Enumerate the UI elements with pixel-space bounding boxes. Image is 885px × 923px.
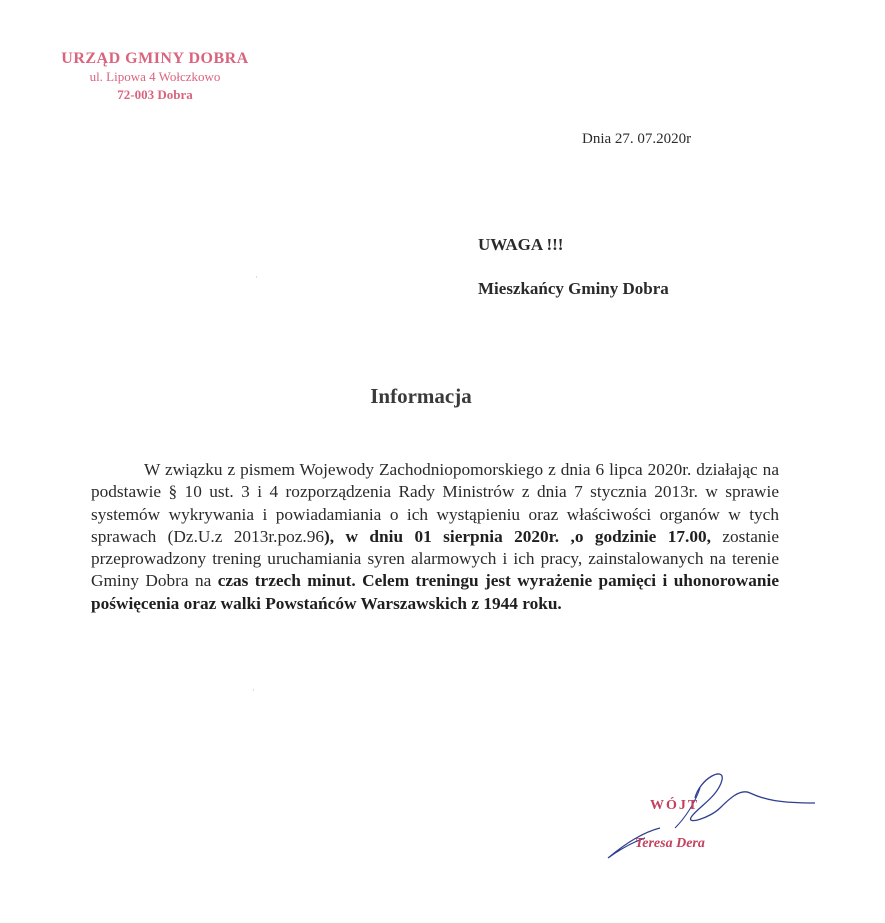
stamp-office-name: URZĄD GMINY DOBRA <box>61 50 249 67</box>
signature-name: Teresa Dera <box>635 836 705 851</box>
stamp-street: ul. Lipowa 4 Wołczkowo <box>89 69 221 84</box>
body-text-part-2: ), <box>324 526 335 546</box>
scan-speck: · <box>252 685 255 695</box>
document-heading: Informacja <box>370 384 472 408</box>
document-date: Dnia 27. 07.2020r <box>582 131 692 147</box>
stamp-postal: 72-003 Dobra <box>117 87 193 102</box>
notice-addressee: Mieszkańcy Gminy Dobra <box>478 279 669 298</box>
body-text-part-1: W związku z pismem Wojewody Zachodniopomorskiego z dnia 6 lipca 2020r. działając na podstawie § 10 ust. 3 i 4 rozporządzenia Rady Ministrów z dnia 7 stycznia 2013r. w sprawie systemów wykrywania i powiadamiania o ich wystąpieniu oraz właściwości organów w tych sprawach (Dz.U.z 2013r.poz.96 <box>91 460 779 546</box>
body-text-purpose: czas trzech minut. Celem treningu jest wyrażenie pamięci i uhonorowanie poświęcenia oraz walki Powstańców Warszawskich z 1944 roku. <box>91 571 780 613</box>
signature-block <box>600 758 830 868</box>
notice-attention: UWAGA !!! <box>478 235 564 254</box>
body-paragraph <box>91 459 779 615</box>
signature-title: WÓJT <box>650 798 700 813</box>
body-text-date-time: w dniu 01 sierpnia 2020r. ,o godzinie 17.00, <box>334 526 711 546</box>
body-text-part-4: zostanie przeprowadzony trening uruchamiania syren alarmowych i ich pracy, zainstalowanych na terenie Gminy Dobra na <box>91 526 779 591</box>
scan-speck: · <box>255 272 258 282</box>
office-stamp <box>40 50 270 104</box>
